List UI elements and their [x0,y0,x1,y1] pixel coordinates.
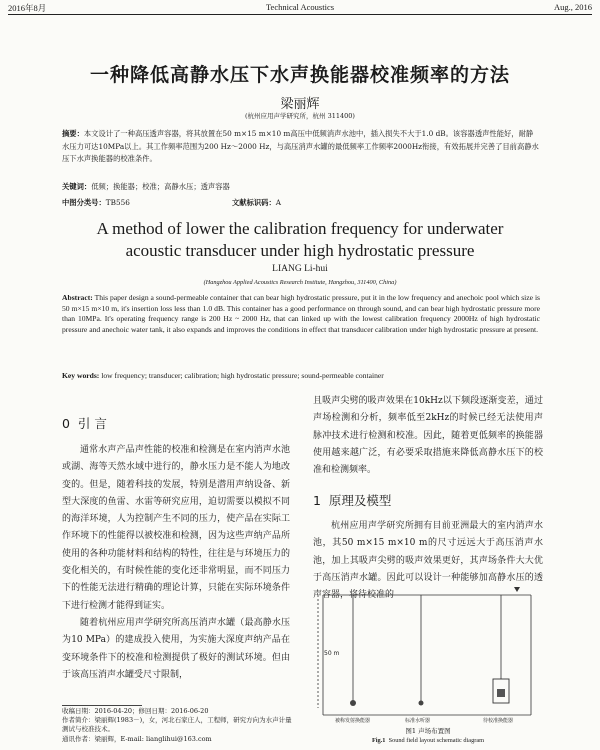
cn-author: 梁丽辉 [280,97,320,112]
left-column-body [62,442,290,684]
water-level-marker-icon [514,587,520,592]
cn-abstract-text: 本文设计了一种高压透声容器，将其放置在50 m×15 m×10 m高压中低频消声水池中，插入损失不大于1.0 dB。该容器透声性能好，耐静水压力可达10MPa以上。其工作频率范围为200 Hz～2000 Hz，与高压消声水罐的最低频率工作频率2000Hz衔接，有效拓展并完善了目前高静水压下水声换能器的校准条件。 [62,129,539,163]
transducer-under-test [497,689,505,697]
cn-classification [62,198,540,208]
en-keywords-text: low frequency; transducer; calibration; high hydrostatic pressure; sound-permeable container [101,371,384,380]
author-bio-label: 作者简介： [62,716,95,725]
en-abstract [62,293,540,335]
section-1-title: 原理及模型 [328,493,392,508]
author-bio: 梁丽辉(1983－)，女，河北石家庄人，工程师，研究方向为水声计量测试与校准技术。 [62,716,292,734]
en-keywords-label: Key words: [62,371,100,380]
standard-hydrophone [419,701,424,706]
en-keywords [62,371,540,380]
footnote-received [62,707,292,716]
doc-code-value: A [275,198,282,207]
section-0-title: 引 言 [77,416,107,431]
cn-abstract [62,128,540,166]
figure-caption-en [313,737,543,744]
doc-code-label: 文献标识码： [232,198,276,207]
intro-paragraph-1: 通常水声产品声性能的校准和检测是在室内消声水池或湖、海等天然水域中进行的，静水压力是不能人为地改变的。但是，随着科技的发展，特别是潜用声纳设备、新型大深度的鱼雷、水雷等研究应用，迫切需要以模拟不同的海洋环境，人为控制产生不同的压力，使产品在实际工作环境下的性能得以被校准和检测，因为这些声纳产品所使用的各种功能材料和结构的特性，往往是与环境压力的变化相关的，有时候性能的变化还非常明显，而不同压力下的性能无法进行精确的理论计算，只能在实际环境条件下进行检测才能得到证实。 [62,445,290,611]
cn-keywords [62,182,540,192]
section-1-heading [313,491,391,509]
received-dates: 2016-04-20；修回日期：2016-06-20 [94,707,209,715]
header-date-en: Aug., 2016 [553,2,592,12]
right-column-body [313,393,543,479]
section-0-heading [62,414,107,432]
cn-keywords-label: 关键词： [62,182,92,191]
en-affiliation: (Hangzhou Applied Acoustics Research Institute, Hangzhou, 311400, China) [203,279,397,286]
header-rule [8,14,592,15]
en-abstract-label: Abstract: [62,293,93,302]
header-date: 2016年8月 [8,3,47,13]
principle-paragraph-1: 杭州应用声学研究所拥有目前亚洲最大的室内消声水池，其50 m×15 m×10 m的尺寸远远大于高压消声水池，加上其吸声尖劈的吸声效果更好，其声场条件大大优于高压消声水罐。因此可以设计一种能够加高静水压的透声容器，将待校准的 [313,521,543,601]
contact-label: 通讯作者： [62,734,95,743]
section-0-number: 0 [62,416,70,431]
section-1-number: 1 [313,493,321,508]
clc-label: 中图分类号： [62,198,106,207]
en-title [40,218,560,262]
cn-title: 一种降低高静水压下水声换能器校准频率的方法 [89,64,510,86]
figure-caption-cn: 图1 声场布置图 [405,727,451,735]
intro-continuation: 且吸声尖劈的吸声效果在10kHz以下频段逐渐变差，通过声场检测和分析，频率低至2kHz的时候已经无法使用声脉冲技术进行检测和校准。因此，随着更低频率的换能器使用越来越广泛，有必要采取措施来降低高静水压下的校准和检测频率。 [313,396,543,476]
received-label: 收稿日期： [62,707,95,715]
source-label: 被称发射换能器 [335,718,371,723]
en-title-line2: acoustic transducer under high hydrostatic pressure [125,241,475,260]
cn-abstract-label: 摘要： [62,129,84,138]
footnote [62,707,292,744]
depth-label: 50 m [324,650,340,657]
figure-caption-en-label: Fig.1 [371,737,386,744]
hydrophone-label: 标准水听器 [405,718,431,723]
test-transducer-label: 待校准换能器 [483,718,514,723]
cn-keywords-text: 低频；换能器；校准；高静水压；透声容器 [91,182,230,191]
en-author: LIANG Li-hui [272,264,328,274]
en-title-line1: A method of lower the calibration frequency for underwater [96,219,504,238]
cn-affiliation: (杭州应用声学研究所，杭州 311400) [245,112,355,120]
en-abstract-text: This paper design a sound-permeable container that can bear high hydrostatic pressure, put it in the low frequency and anechoic pool which size is 50 m×15 m×10 m, it's insertion loss less than 1.0 dB. This container has a good performance on through sound, and can bear high hydrostatic pressure more than 10MPa. It's operating frequency range is 200 Hz ~ 2000 Hz, that can linked up with the lowest calibration frequency 2000Hz of high hydrostatic pressure and anechoic water tank, it also expands and improves the conditions in effect that transducer calibration under high hydrostatic pressure at present. [62,293,541,334]
contact-email: 梁丽辉，E-mail: lianglihui@163.com [94,734,212,743]
source-transducer [350,700,356,706]
journal-name: Technical Acoustics [265,2,335,12]
figure-1-sound-field-layout [313,583,543,723]
footnote-rule [62,705,142,706]
footnote-contact [62,735,292,744]
clc-value: TB556 [105,198,130,207]
footnote-author [62,716,292,734]
figure-caption-en-text: Sound field layout schematic diagram [388,737,485,744]
intro-paragraph-2: 随着杭州应用声学研究所高压消声水罐（最高静水压为10 MPa）的建成投入使用，为实施大深度声纳产品在变环境条件下的校准和检测提供了极好的测试环境。但由于该高压消声水罐受尺寸限制， [62,617,290,680]
